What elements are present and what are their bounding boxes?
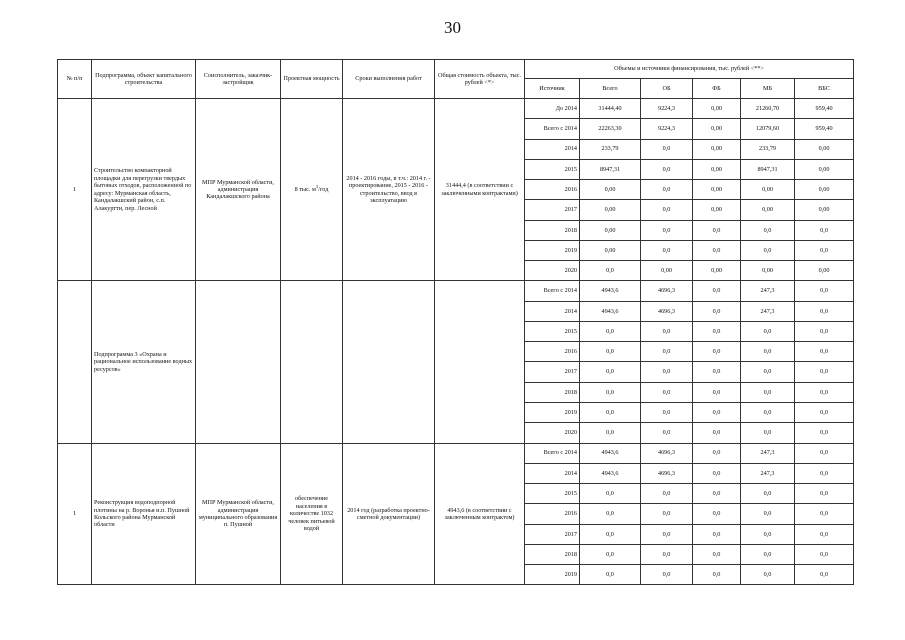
cell-fb: 0,00: [693, 159, 741, 179]
cell-vbs: 959,40: [795, 99, 854, 119]
table-header: [58, 60, 854, 99]
cell-source: 2018: [525, 382, 580, 402]
cell-ob: 9224,3: [641, 119, 693, 139]
cell-source: 2018: [525, 544, 580, 564]
cell-mb: 0,0: [741, 240, 795, 260]
cell-total: 0,00: [580, 240, 641, 260]
cell-mb: 0,0: [741, 565, 795, 585]
header-ob: ОБ: [641, 79, 693, 99]
page-number: 30: [444, 18, 461, 37]
cell-vbs: 0,0: [795, 382, 854, 402]
table-row: [58, 443, 854, 463]
cell-total: 4943,6: [580, 463, 641, 483]
header-capacity: Проектная мощность: [281, 60, 343, 99]
capacity: [281, 281, 343, 443]
cell-source: 2020: [525, 261, 580, 281]
row-number: [58, 281, 92, 443]
cell-source: Всего с 2014: [525, 119, 580, 139]
cell-source: 2019: [525, 240, 580, 260]
cell-ob: 0,0: [641, 220, 693, 240]
cell-vbs: 0,0: [795, 463, 854, 483]
cell-mb: 8947,31: [741, 159, 795, 179]
cell-total: 0,0: [580, 544, 641, 564]
cell-vbs: 0,0: [795, 362, 854, 382]
header-source: Источник: [525, 79, 580, 99]
cell-mb: 247,3: [741, 301, 795, 321]
cell-mb: 0,0: [741, 362, 795, 382]
cell-fb: 0,0: [693, 362, 741, 382]
cell-mb: 0,0: [741, 402, 795, 422]
cell-source: 2014: [525, 463, 580, 483]
cell-fb: 0,0: [693, 402, 741, 422]
cell-mb: 0,00: [741, 261, 795, 281]
timing: [343, 281, 435, 443]
cell-fb: 0,0: [693, 443, 741, 463]
cell-fb: 0,0: [693, 565, 741, 585]
cell-fb: 0,0: [693, 321, 741, 341]
cell-vbs: 0,0: [795, 524, 854, 544]
cell-total: 233,79: [580, 139, 641, 159]
cell-source: 2014: [525, 139, 580, 159]
cell-vbs: 0,0: [795, 565, 854, 585]
cell-mb: 0,0: [741, 342, 795, 362]
cell-vbs: 0,00: [795, 200, 854, 220]
cell-total: 31444,40: [580, 99, 641, 119]
header-mb: МБ: [741, 79, 795, 99]
cell-mb: 21260,70: [741, 99, 795, 119]
cell-total: 0,0: [580, 342, 641, 362]
cell-ob: 0,0: [641, 240, 693, 260]
cell-mb: 12079,60: [741, 119, 795, 139]
cell-ob: 0,0: [641, 362, 693, 382]
capacity-unit-tail: /год: [318, 185, 329, 193]
cell-fb: 0,0: [693, 342, 741, 362]
cell-source: 2017: [525, 524, 580, 544]
cell-mb: 0,0: [741, 423, 795, 443]
cell-vbs: 0,0: [795, 484, 854, 504]
cell-vbs: 0,0: [795, 240, 854, 260]
cell-source: 2014: [525, 301, 580, 321]
cell-fb: 0,0: [693, 220, 741, 240]
capacity-value: обеспечение населения в количестве 1032 человек питьевой водой: [288, 495, 335, 533]
cell-source: Всего с 2014: [525, 281, 580, 301]
cell-fb: 0,0: [693, 463, 741, 483]
capacity: [281, 99, 343, 281]
cell-ob: 0,0: [641, 321, 693, 341]
cell-mb: 0,0: [741, 484, 795, 504]
cell-fb: 0,0: [693, 484, 741, 504]
cell-fb: 0,0: [693, 382, 741, 402]
cell-fb: 0,00: [693, 119, 741, 139]
cell-source: 2016: [525, 342, 580, 362]
cell-ob: 0,0: [641, 180, 693, 200]
cell-source: До 2014: [525, 99, 580, 119]
cell-total: 0,0: [580, 321, 641, 341]
program-name: Подпрограмма 3 «Охрана и рациональное использование водных ресурсов»: [92, 281, 196, 443]
total-cost: 4943,6 (в соответствии с заключенным контрактом): [435, 443, 525, 585]
cell-vbs: 0,00: [795, 159, 854, 179]
executor: [196, 281, 281, 443]
cell-vbs: 0,00: [795, 180, 854, 200]
cell-source: 2019: [525, 402, 580, 422]
funding-table: [57, 59, 854, 585]
cell-total: 0,0: [580, 565, 641, 585]
cell-total: 0,00: [580, 180, 641, 200]
cell-ob: 0,0: [641, 524, 693, 544]
cell-vbs: 0,0: [795, 423, 854, 443]
cell-vbs: 0,0: [795, 544, 854, 564]
cell-vbs: 0,0: [795, 220, 854, 240]
cell-vbs: 959,40: [795, 119, 854, 139]
cell-fb: 0,0: [693, 524, 741, 544]
capacity-unit-exponent: 3: [315, 183, 319, 189]
capacity: [281, 443, 343, 585]
cell-ob: 0,0: [641, 544, 693, 564]
cell-mb: 0,0: [741, 504, 795, 524]
cell-fb: 0,00: [693, 261, 741, 281]
cell-ob: 0,0: [641, 382, 693, 402]
cell-ob: 0,0: [641, 139, 693, 159]
cell-mb: 0,0: [741, 382, 795, 402]
cell-ob: 9224,3: [641, 99, 693, 119]
cell-fb: 0,0: [693, 281, 741, 301]
cell-total: 4943,6: [580, 281, 641, 301]
cell-vbs: 0,0: [795, 321, 854, 341]
cell-mb: 247,3: [741, 463, 795, 483]
cell-ob: 4696,3: [641, 281, 693, 301]
cell-total: 4943,6: [580, 443, 641, 463]
cell-ob: 0,0: [641, 504, 693, 524]
cell-fb: 0,00: [693, 99, 741, 119]
cell-vbs: 0,00: [795, 139, 854, 159]
cell-mb: 0,00: [741, 200, 795, 220]
executor: МПР Мурманской области, администрация муниципального образования п. Пушной: [196, 443, 281, 585]
timing: 2014 - 2016 годы, в т.ч.: 2014 г. - проектирование, 2015 - 2016 - строительство, ввод в эксплуатацию: [343, 99, 435, 281]
cell-source: 2015: [525, 321, 580, 341]
cell-vbs: 0,00: [795, 261, 854, 281]
header-vbs: ВБС: [795, 79, 854, 99]
header-funding: Объемы и источники финансирования, тыс. рублей <**>: [525, 60, 854, 79]
cell-ob: 0,0: [641, 402, 693, 422]
row-number: 1: [58, 99, 92, 281]
cell-mb: 0,0: [741, 321, 795, 341]
cell-mb: 233,79: [741, 139, 795, 159]
cell-vbs: 0,0: [795, 443, 854, 463]
cell-fb: 0,0: [693, 504, 741, 524]
cell-source: 2015: [525, 484, 580, 504]
header-num: № п/п: [58, 60, 92, 99]
total-cost: [435, 281, 525, 443]
cell-total: 0,0: [580, 261, 641, 281]
cell-vbs: 0,0: [795, 301, 854, 321]
header-executor: Соисполнитель, заказчик-застройщик: [196, 60, 281, 99]
cell-total: 8947,31: [580, 159, 641, 179]
cell-fb: 0,0: [693, 544, 741, 564]
cell-total: 4943,6: [580, 301, 641, 321]
cell-ob: 4696,3: [641, 301, 693, 321]
header-total: Всего: [580, 79, 641, 99]
program-name: Строительство компакторной площадки для перегрузки твердых бытовых отходов, расположенной по адресу: Мурманская область, Кандалакшский район, с.п. Алакуртти, пер. Лесной: [92, 99, 196, 281]
cell-total: 0,0: [580, 362, 641, 382]
cell-mb: 247,3: [741, 443, 795, 463]
table-row: [58, 281, 854, 301]
header-total-cost: Общая стоимость объекта, тыс. рублей <*>: [435, 60, 525, 99]
cell-mb: 0,00: [741, 180, 795, 200]
cell-vbs: 0,0: [795, 342, 854, 362]
cell-ob: 0,0: [641, 423, 693, 443]
cell-total: 0,0: [580, 423, 641, 443]
program-name: Реконструкция водоподпорной плотины на р. Воронья и.п. Пушной Кольского района Мурманской области: [92, 443, 196, 585]
cell-vbs: 0,0: [795, 402, 854, 422]
cell-ob: 4696,3: [641, 443, 693, 463]
cell-fb: 0,0: [693, 240, 741, 260]
cell-ob: 0,0: [641, 159, 693, 179]
cell-total: 0,00: [580, 200, 641, 220]
cell-ob: 4696,3: [641, 463, 693, 483]
timing: 2014 год (разработка проектно-сметной документации): [343, 443, 435, 585]
cell-mb: 0,0: [741, 544, 795, 564]
cell-ob: 0,0: [641, 484, 693, 504]
cell-total: 0,0: [580, 402, 641, 422]
cell-source: 2017: [525, 200, 580, 220]
cell-ob: 0,0: [641, 342, 693, 362]
header-fb: ФБ: [693, 79, 741, 99]
total-cost: 31444,4 (в соответствии с заключенными контрактами): [435, 99, 525, 281]
cell-fb: 0,0: [693, 423, 741, 443]
header-program: Подпрограмма, объект капитального строительства: [92, 60, 196, 99]
cell-total: 0,0: [580, 504, 641, 524]
cell-total: 22263,30: [580, 119, 641, 139]
cell-total: 0,0: [580, 524, 641, 544]
cell-source: 2020: [525, 423, 580, 443]
table-row: [58, 99, 854, 119]
cell-mb: 0,0: [741, 220, 795, 240]
cell-fb: 0,00: [693, 139, 741, 159]
cell-ob: 0,0: [641, 200, 693, 220]
table-body: [58, 99, 854, 585]
cell-vbs: 0,0: [795, 504, 854, 524]
cell-source: 2016: [525, 180, 580, 200]
cell-fb: 0,0: [693, 301, 741, 321]
row-number: 1: [58, 443, 92, 585]
cell-source: 2019: [525, 565, 580, 585]
cell-mb: 247,3: [741, 281, 795, 301]
cell-mb: 0,0: [741, 524, 795, 544]
cell-fb: 0,00: [693, 200, 741, 220]
cell-source: 2017: [525, 362, 580, 382]
cell-ob: 0,00: [641, 261, 693, 281]
cell-source: Всего с 2014: [525, 443, 580, 463]
cell-source: 2016: [525, 504, 580, 524]
header-timing: Сроки выполнения работ: [343, 60, 435, 99]
cell-vbs: 0,0: [795, 281, 854, 301]
cell-source: 2015: [525, 159, 580, 179]
cell-total: 0,00: [580, 220, 641, 240]
cell-source: 2018: [525, 220, 580, 240]
cell-total: 0,0: [580, 382, 641, 402]
executor: МПР Мурманской области, администрация Кандалакшского района: [196, 99, 281, 281]
cell-total: 0,0: [580, 484, 641, 504]
cell-fb: 0,00: [693, 180, 741, 200]
cell-ob: 0,0: [641, 565, 693, 585]
capacity-value: 8 тыс. м: [294, 185, 316, 193]
